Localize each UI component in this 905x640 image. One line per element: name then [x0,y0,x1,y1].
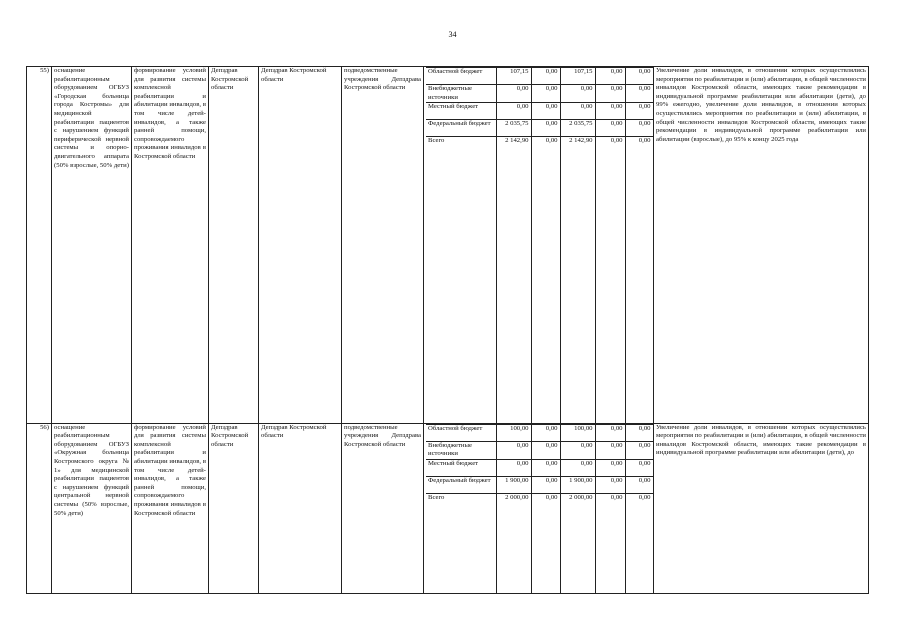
funding-amount: 0,00 [531,493,560,593]
funding-source-row [426,68,654,85]
funding-source-row [426,459,654,476]
table-row [27,67,869,424]
funding-amount: 0,00 [595,476,625,493]
funding-amount: 0,00 [625,85,653,103]
funding-amount: 0,00 [560,441,595,459]
activity-cell: оснащение реабилитационным оборудованием ОГБУЗ «Городская больница города Костромы» для медицинской реабилитации пациентов с нарушением функций периферической нервной системы и опорно-двигательного аппарата (50% взрослые, 50% дети) [52,67,132,424]
funding-amount: 0,00 [531,459,560,476]
funding-source-name: Внебюджетные источники [426,441,496,459]
funding-source-row [426,120,654,137]
funding-source-name: Всего [426,493,496,593]
goal-cell: формирование условий для развития системы комплексной реабилитации и абилитации инвалидов, в том числе детей-инвалидов, а также ранней помощи, сопровождаемого проживания инвалидов в Костромской области [132,67,209,424]
funding-amount: 2 035,75 [496,120,531,137]
funding-amount: 0,00 [531,103,560,120]
financing-table [426,424,654,594]
coexecutor-cell: Депздрав Костромской области [259,67,342,424]
financing-cell [424,423,654,594]
table-row [27,423,869,594]
funding-amount: 0,00 [595,493,625,593]
funding-source-name: Областной бюджет [426,68,496,85]
row-number: 56) [27,423,52,594]
activity-cell: оснащение реабилитационным оборудованием ОГБУЗ «Окружная больница Костромского округа № 1» для медицинской реабилитации пациентов с нарушением функций центральной нервной системы (50% взрослые, 50% дети) [52,423,132,594]
expected-result-cell: Увеличение доли инвалидов, в отношении которых осуществлялись мероприятия по реабилитации и (или) абилитации, в общей численности инвалидов Костромской области, имеющих такие рекомендации в индивидуальной программе реабилитации или абилитации (дети), до 99% ежегодно, увеличение доли инвалидов, в отношении которых осуществлялись мероприятия по реабилитации и (или) абилитации, в общей численности инвалидов Костромской области, имеющих такие рекомендации в индивидуальной программе реабилитации или абилитации (взрослые), до 95% к концу 2025 года [654,67,869,424]
coexecutor-cell: Депздрав Костромской области [259,423,342,594]
funding-amount: 0,00 [560,85,595,103]
funding-amount: 0,00 [531,424,560,441]
funding-amount: 0,00 [625,103,653,120]
funding-source-name: Областной бюджет [426,424,496,441]
funding-amount: 100,00 [560,424,595,441]
participant-cell: подведомственные учреждения Депздрава Костромской области [342,67,424,424]
funding-amount: 0,00 [496,441,531,459]
funding-amount: 107,15 [496,68,531,85]
funding-amount: 0,00 [625,137,653,423]
funding-amount: 0,00 [496,459,531,476]
goal-cell: формирование условий для развития системы комплексной реабилитации и абилитации инвалидов, в том числе детей-инвалидов, а также ранней помощи, сопровождаемого проживания инвалидов в Костромской области [132,423,209,594]
page-number: 34 [448,30,457,39]
funding-amount: 0,00 [595,441,625,459]
funding-amount: 0,00 [531,476,560,493]
funding-source-name: Местный бюджет [426,459,496,476]
funding-amount: 0,00 [496,85,531,103]
funding-amount: 0,00 [625,68,653,85]
funding-source-row [426,103,654,120]
funding-amount: 2 000,00 [560,493,595,593]
funding-source-row [426,493,654,593]
funding-amount: 0,00 [531,68,560,85]
funding-source-name: Всего [426,137,496,423]
funding-amount: 0,00 [595,120,625,137]
funding-source-name: Местный бюджет [426,103,496,120]
funding-amount: 0,00 [595,459,625,476]
participant-cell: подведомственные учреждения Депздрава Костромской области [342,423,424,594]
funding-amount: 0,00 [625,493,653,593]
funding-source-row [426,441,654,459]
funding-amount: 1 900,00 [496,476,531,493]
funding-amount: 0,00 [595,103,625,120]
funding-amount: 107,15 [560,68,595,85]
expected-result-cell: Увеличение доли инвалидов, в отношении которых осуществлялись мероприятия по реабилитации и (или) абилитации, в общей численности инвалидов Костромской области, имеющих такие рекомендации в индивидуальной программе реабилитации или абилитации (дети), до [654,423,869,594]
funding-amount: 0,00 [595,137,625,423]
funding-amount: 0,00 [531,120,560,137]
funding-amount: 0,00 [595,68,625,85]
funding-amount: 1 900,00 [560,476,595,493]
funding-amount: 0,00 [531,441,560,459]
funding-amount: 0,00 [595,85,625,103]
executor-cell: Депздрав Костромской области [209,423,259,594]
funding-source-row [426,85,654,103]
funding-amount: 2 142,90 [496,137,531,423]
row-number: 55) [27,67,52,424]
funding-amount: 0,00 [560,459,595,476]
funding-amount: 0,00 [595,424,625,441]
funding-source-row [426,476,654,493]
funding-amount: 0,00 [625,424,653,441]
financing-table [426,67,654,423]
funding-amount: 2 000,00 [496,493,531,593]
funding-amount: 2 035,75 [560,120,595,137]
funding-amount: 0,00 [625,476,653,493]
funding-source-row [426,424,654,441]
funding-amount: 0,00 [625,120,653,137]
funding-source-name: Федеральный бюджет [426,120,496,137]
funding-source-row [426,137,654,423]
funding-source-name: Федеральный бюджет [426,476,496,493]
executor-cell: Депздрав Костромской области [209,67,259,424]
funding-amount: 0,00 [560,103,595,120]
funding-amount: 0,00 [496,103,531,120]
funding-amount: 0,00 [625,459,653,476]
program-table [26,66,869,594]
funding-amount: 0,00 [625,441,653,459]
funding-amount: 2 142,90 [560,137,595,423]
funding-amount: 0,00 [531,137,560,423]
funding-amount: 100,00 [496,424,531,441]
funding-source-name: Внебюджетные источники [426,85,496,103]
financing-cell [424,67,654,424]
funding-amount: 0,00 [531,85,560,103]
